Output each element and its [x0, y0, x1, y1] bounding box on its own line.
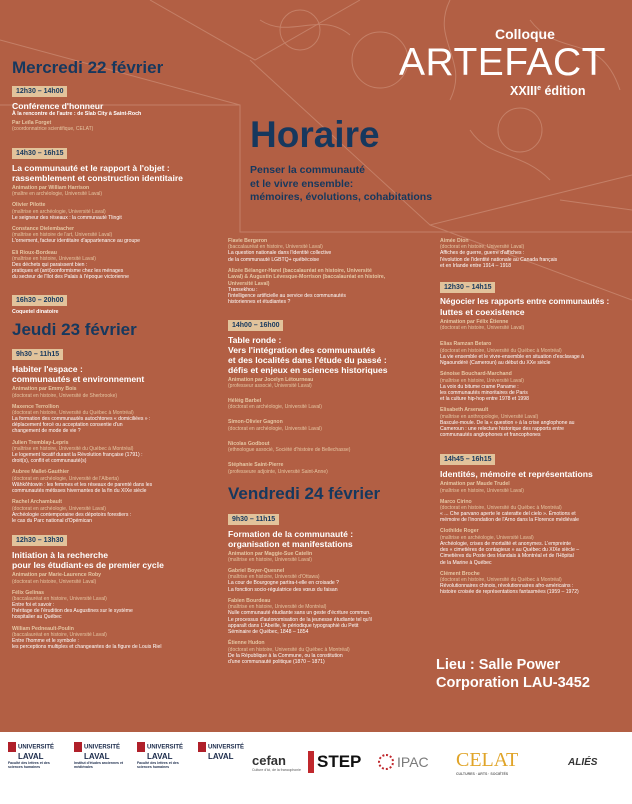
time-badge: 9h30 – 11h15 — [228, 514, 279, 525]
presenter-name: William Pedneault-Poulin — [12, 625, 74, 632]
panelist-name: Hélèig Barbel — [228, 398, 262, 405]
moderator-affiliation: (maîtrise en histoire, Université Laval) — [440, 487, 524, 494]
talk-title: Archéologie, crises de mortalité et anonymes. L'empreinte — [440, 540, 571, 547]
talk-title: déplacement forcé ou acceptation consentie d'un — [12, 422, 123, 429]
talk-title: Ngaoundéré (Cameroun) au début du XXe siècle — [440, 360, 551, 367]
session-title: La communauté et le rapport à l'objet : — [12, 163, 170, 173]
artefact-title: ARTEFACT — [399, 41, 606, 84]
talk-title: l'évolution de l'identité nationale au Canada français — [440, 256, 558, 263]
talk-title: La fonction socio-régulatrice des vœux du faisan — [228, 586, 338, 593]
presenter-affiliation: (maîtrise en histoire, Université d'Ottawa) — [228, 574, 320, 581]
talk-title: De la République à la Commune, ou la constitution — [228, 652, 343, 659]
presenter-name: Julien Tremblay-Lepris — [12, 439, 69, 446]
talk-title: Séminaire de Québec, 1848 – 1854 — [228, 628, 309, 635]
session-title: Table ronde : — [228, 334, 282, 345]
talk-title: Cimetières du Poste des Irlandais à Montréal et de l'Hôpital — [440, 553, 574, 560]
session-coquetel — [12, 289, 237, 316]
talk-title: La formation des communautés autochtones « domiciliées » : — [12, 416, 151, 423]
logo-caption: Culture d'ici, de la francophonie — [252, 767, 301, 772]
session-title: luttes et coexistence — [440, 307, 525, 318]
logo-text: ALIÉS — [568, 756, 598, 768]
presenter-affiliation: (doctorat en histoire, Université du Québec à Montréal) — [440, 505, 562, 512]
day-thursday: Jeudi 23 février — [12, 320, 137, 340]
talk-title: de la communauté LGBTQ+ québécoise — [228, 256, 320, 263]
session-objet — [12, 142, 237, 281]
logo-cefan — [252, 742, 301, 782]
edition-number: XXIII — [510, 84, 538, 98]
session-title: Identités, mémoire et représentations — [440, 469, 593, 480]
talk-title: Des déchets qui paraissent bien : — [12, 262, 88, 269]
session-title: Vers l'intégration des communautés — [228, 344, 376, 355]
presenter-affiliation: (doctorat en histoire, Université du Québec à Montréal) — [440, 577, 562, 584]
logo-text: UNIVERSITÉ — [147, 744, 184, 751]
presenter-name: Sénoise Bouchard-Marchand — [440, 371, 512, 378]
presenter-name: Aubree Mallet-Gauthier — [12, 469, 70, 476]
talk-title: Le processus d'autonomisation de la jeunesse étudiante tel qu'il — [228, 616, 372, 623]
panelist-name: Simon-Olivier Gagnon — [228, 419, 283, 426]
session-title: organisation et manifestations — [228, 538, 353, 549]
session-espace — [12, 343, 237, 524]
presenter-affiliation: (maîtrise en histoire, Université Laval) — [440, 377, 524, 384]
step-mark-icon — [308, 751, 314, 773]
talk-title: de la Marine à Québec — [440, 559, 492, 566]
edition-sup: e — [537, 84, 541, 92]
speaker-affiliation: (coordonnatrice scientifique, CELAT) — [12, 126, 94, 132]
logo-text: LAVAL — [208, 752, 234, 761]
talk-title: La cour de Bourgogne partira-t-elle en croisade ? — [228, 580, 339, 587]
talk-title: l'intelligence artificielle au service des communautés — [228, 293, 346, 300]
subtitle-line-2: et le vivre ensemble: — [250, 177, 354, 190]
presenter-affiliation: (doctorat en histoire, Université du Québec à Montréal) — [12, 410, 134, 417]
presenter-affiliation: (maîtrise en archéologie, Université Laval) — [440, 534, 534, 541]
talk-title: « ... Che parvano aperte le cateratte del cielo ». Émotions et — [440, 511, 576, 518]
talk-title: L'ornement, facteur identitaire d'appartenance au groupe — [12, 238, 140, 245]
location-line-1: Lieu : Salle Power — [436, 657, 561, 673]
talk-title: Cameroun : une relecture historique des rapports entre — [440, 425, 565, 432]
session-title: communautés et environnement — [12, 374, 145, 385]
logo-text: LAVAL — [147, 752, 173, 761]
logo-text: IPAC — [397, 754, 429, 770]
session-title: pour les étudiant·es de premier cycle — [12, 560, 164, 571]
talk-title: droit(s), conflit et communauté(s) — [12, 458, 87, 465]
talk-title: et en Irlande entre 1914 – 1918 — [440, 262, 512, 269]
session-title: défis et enjeux en sciences historiques — [228, 364, 388, 375]
speaker-name: Par Leïla Forget — [12, 119, 52, 126]
logo-text: cefan — [252, 752, 286, 768]
presenter-name: Alizée Bélanger-Harel (baccalauréat en histoire, Université — [228, 267, 372, 274]
moderator-name: Animation par Maggie-Sue Catelin — [228, 550, 313, 557]
presenter-affiliation: (doctorat en histoire, Université du Québec à Montréal) — [228, 646, 350, 653]
presenter-affiliation: (maîtrise en histoire, Université Laval) — [12, 256, 96, 263]
presenter-name: Maxence Terrollion — [12, 403, 59, 410]
talk-title: les communautés minoritaires de Paris — [440, 389, 528, 396]
presenter-affiliation: (baccalauréat en histoire, Université Laval) — [12, 595, 107, 602]
location-line-2: Corporation LAU-3452 — [436, 675, 590, 691]
presenter-name: Gabriel Boyer-Quesnel — [228, 568, 285, 575]
panelist-affiliation: (ethnologue associé, Société d'histoire de Bellechasse) — [228, 447, 351, 454]
crest-icon — [198, 742, 206, 752]
session-table-ronde — [228, 314, 428, 475]
session-title: Négocier les rapports entre communautés : — [440, 297, 610, 307]
talk-title: Wâhkôhtowin : les femmes et les réseaux de parenté dans les — [12, 481, 153, 488]
time-badge: 14h30 – 16h15 — [12, 148, 67, 159]
panelist-affiliation: (doctorat en archéologie, Université Laval) — [228, 425, 322, 432]
session-title: et des localités dans l'étude du passé : — [228, 354, 387, 365]
presenter-affiliation: (maîtrise en archéologie, Université Laval) — [12, 208, 106, 215]
panelist-name: Stéphanie Saint-Pierre — [228, 462, 284, 469]
talk-title: La voix du bitume crame Paname : — [440, 383, 519, 390]
location — [436, 656, 590, 692]
logo-text: LAVAL — [18, 752, 44, 761]
presenter-affiliation: (doctorat en histoire, Université Laval) — [440, 244, 525, 251]
time-badge: 12h30 – 13h30 — [12, 535, 67, 546]
logo-ipac — [378, 742, 429, 782]
panelist-name: Nicolas Godbout — [228, 440, 270, 447]
presenter-name: Flavie Bergeron — [228, 238, 268, 244]
talk-title: pratiques et (anti)conformisme chez les ménages — [12, 268, 124, 275]
presenter-affiliation: (maîtrise en histoire, Université de Montréal) — [228, 604, 327, 611]
talk-title: Révolutionnaires chinois, révolutionnaires afro-américains : — [440, 583, 574, 590]
logo-text: CELAT — [456, 748, 519, 771]
logo-text: UNIVERSITÉ — [18, 744, 55, 751]
crest-icon — [8, 742, 16, 752]
subtitle-line-3: mémoires, évolutions, cohabitations — [250, 191, 433, 203]
crest-icon — [74, 742, 82, 752]
talk-title: Entre l'homme et le symbole : — [12, 637, 79, 644]
talk-title: apparaît dans L'Abeille, le périodique typographié du Petit — [228, 622, 359, 629]
talk-title: d'une communauté politique (1870 – 1871) — [228, 658, 325, 665]
session-honor — [12, 80, 237, 132]
panelist-affiliation: (professeure adjointe, Université Saint-Anne) — [228, 468, 328, 475]
moderator-affiliation: (doctorat en histoire, Université Laval) — [12, 578, 97, 585]
talk-title: communautés métisses hivernantes de la fin du XIXe siècle — [12, 488, 147, 495]
moderator-name: Animation par Marie-Laurence Roby — [12, 572, 102, 579]
presenter-name: Université Laval) — [228, 280, 270, 287]
day-wednesday: Mercredi 22 février — [12, 58, 164, 77]
moderator-name: Animation par Félix Étienne — [440, 319, 509, 326]
talk-title: Bascule-moule. De la « question » à la crise anglophone au — [440, 419, 575, 426]
talk-title: du secteur de l'îlot des Palais à l'époque victorienne — [12, 274, 129, 281]
presenter-name: Aimée Dion — [440, 238, 469, 244]
logo-ulaval-ieam — [74, 742, 124, 782]
moderator-affiliation: (maîtrise en histoire, Université Laval) — [228, 557, 312, 564]
time-badge: 12h30 – 14h00 — [12, 86, 67, 97]
session-identites — [440, 448, 628, 595]
logo-caption: CULTURES · ARTS · SOCIÉTÉS — [456, 771, 509, 776]
moderator-affiliation: (doctorat en histoire, Université Laval) — [440, 325, 525, 332]
logo-text: UNIVERSITÉ — [208, 744, 245, 751]
talk-title: Le seigneur des réseaux : la communauté Tlingit — [12, 214, 122, 221]
session-title: Initiation à la recherche — [12, 550, 108, 561]
presenter-name: Étienne Hudon — [228, 640, 265, 647]
logo-caption: Institut d'études anciennes et médiévales — [74, 761, 124, 769]
horaire-title: Horaire — [250, 114, 380, 155]
presenter-name: Clément Broche — [440, 570, 480, 577]
logo-caption: Faculté des lettres et des sciences humaines — [8, 761, 50, 769]
talk-title: historiennes et étudiantes ? — [228, 299, 291, 306]
talk-title: l'héritage de l'érudition des Augustines sur le système — [12, 608, 133, 615]
logo-ulaval-flsh — [8, 742, 58, 782]
column-1 — [12, 80, 237, 650]
moderator-affiliation: (professeur associé, Université Laval) — [228, 383, 312, 390]
time-badge: 14h45 – 16h15 — [440, 454, 495, 465]
day-friday: Vendredi 24 février — [228, 483, 381, 503]
presenter-name: Elias Ramzan Betaro — [440, 341, 492, 348]
colloque-label: Colloque — [495, 26, 555, 42]
moderator-name: Animation par Emmy Bois — [12, 386, 77, 393]
presenter-name: Laval) & Augustin Lévesque-Morrison (baccalauréat en histoire, — [228, 274, 386, 281]
edition-label — [510, 84, 585, 98]
presenter-affiliation: (baccalauréat en histoire, Université Laval) — [228, 244, 323, 251]
session-formation — [228, 508, 428, 665]
edition-word: édition — [544, 84, 586, 98]
presenter-name: Marco Cirino — [440, 498, 472, 505]
time-badge: 12h30 – 14h15 — [440, 282, 495, 293]
presenter-affiliation: (maîtrise en histoire de l'art, Université Laval) — [12, 232, 113, 239]
presenter-affiliation: (baccalauréat en histoire, Université Laval) — [12, 631, 107, 638]
time-badge: 14h00 – 16h00 — [228, 320, 283, 331]
session-title: rassemblement et construction identitaire — [12, 173, 183, 183]
column-3 — [440, 238, 628, 596]
presenter-name: Rachel Archambault — [12, 499, 62, 506]
talk-title: hospitalier au Québec — [12, 614, 62, 621]
logo-ulaval-3 — [137, 742, 187, 782]
logo-ulaval-4 — [198, 742, 244, 782]
logo-text: STEP — [317, 752, 362, 771]
presenter-affiliation: (doctorat en archéologie, Université Laval) — [12, 505, 106, 512]
logo-text: LAVAL — [84, 752, 110, 761]
logo-caption: Faculté des lettres et des sciences humaines — [137, 761, 179, 769]
session-negocier — [440, 276, 628, 438]
talk-title: changement de mode de vie ? — [12, 428, 81, 435]
presentation-dion — [440, 238, 628, 269]
time-badge: 9h30 – 11h15 — [12, 349, 63, 360]
presenter-name: Eli Rioux-Bordeau — [12, 249, 57, 256]
panelist-affiliation: (doctorat en archéologie, Université Laval) — [228, 404, 322, 411]
horaire-subtitle — [250, 164, 432, 205]
presenter-name: Elisabeth Arsenault — [440, 407, 489, 414]
column-2 — [228, 238, 428, 665]
logo-step — [308, 742, 361, 782]
talk-title: le cas du Parc national d'Opémican — [12, 517, 92, 524]
crest-icon — [137, 742, 145, 752]
presenter-affiliation: (doctorat en archéologie, Université de l'Alberta) — [12, 475, 119, 482]
talk-title: mémoire de l'inondation de l'Arno dans la Florence médiévale — [440, 517, 579, 524]
presenter-name: Clothilde Roger — [440, 528, 479, 535]
talk-title: et la culture hip-hop entre 1978 et 1998 — [440, 396, 529, 403]
presenter-name: Constance Dielembacher — [12, 226, 74, 233]
talk-title: Affiches de guerre, guerre d'affiches : — [440, 250, 525, 257]
session-title: Coquetel dinatoire — [12, 308, 59, 315]
presenter-affiliation: (doctorat en histoire, Université du Québec à Montréal) — [440, 347, 562, 354]
logo-celat — [456, 742, 518, 782]
presenter-affiliation: (maîtrise en anthropologie, Université Laval) — [440, 413, 539, 420]
talk-title: Entre foi et savoir : — [12, 601, 55, 608]
subtitle-line-1: Penser la communauté — [250, 164, 365, 176]
session-title: Formation de la communauté : — [228, 528, 354, 539]
presentation-bergeron — [228, 238, 428, 263]
session-title: Conférence d'honneur — [12, 101, 104, 111]
talk-title: histoire croisée de représentations fantasmées (1959 – 1972) — [440, 589, 579, 596]
session-subtitle: À la rencontre de l'autre : de Slab City à Saint-Roch — [12, 111, 142, 117]
presenter-name: Félix Gelinas — [12, 589, 45, 596]
presentation-belanger — [228, 263, 428, 306]
talk-title: Archéologie contemporaine des dépotoirs forestiers : — [12, 511, 132, 518]
session-title: Habiter l'espace : — [12, 364, 83, 375]
talk-title: des « cimetières de contagieux » au Québec du XIXe siècle – — [440, 547, 580, 554]
talk-title: La vie ensemble et le vivre-ensemble en situation d'esclavage à — [440, 353, 584, 360]
logo-alies — [568, 742, 597, 782]
moderator-name: Animation par William Harrison — [12, 185, 90, 191]
talk-title: Nulle communauté étudiante sans un geste d'écriture commun. — [228, 610, 371, 617]
presenter-name: Fabien Bourdeau — [228, 597, 271, 604]
talk-title: Le logement locatif durant la Révolution française (1791) : — [12, 452, 143, 459]
moderator-name: Animation par Jocelyn Létourneau — [228, 376, 314, 383]
talk-title: Transekhou : — [228, 287, 258, 294]
session-initiation — [12, 529, 237, 650]
logo-text: UNIVERSITÉ — [84, 744, 121, 751]
moderator-name: Animation par Maude Trudel — [440, 481, 510, 488]
talk-title: La question nationale dans l'identité collective — [228, 250, 332, 257]
moderator-affiliation: (maître en archéologie, Université Laval) — [12, 191, 103, 198]
moderator-affiliation: (doctorat en histoire, Université de Sherbrooke) — [12, 392, 118, 399]
ipac-circle-icon — [378, 754, 394, 770]
talk-title: communautés anglophones et francophones — [440, 432, 541, 439]
talk-title: les perceptions multiples et changeantes de la figure de Louis Riel — [12, 644, 162, 651]
presenter-affiliation: (maîtrise en histoire, Université du Québec à Montréal) — [12, 446, 134, 453]
presenter-name: Olivier Pilotte — [12, 202, 46, 209]
time-badge: 16h30 – 20h00 — [12, 295, 67, 306]
